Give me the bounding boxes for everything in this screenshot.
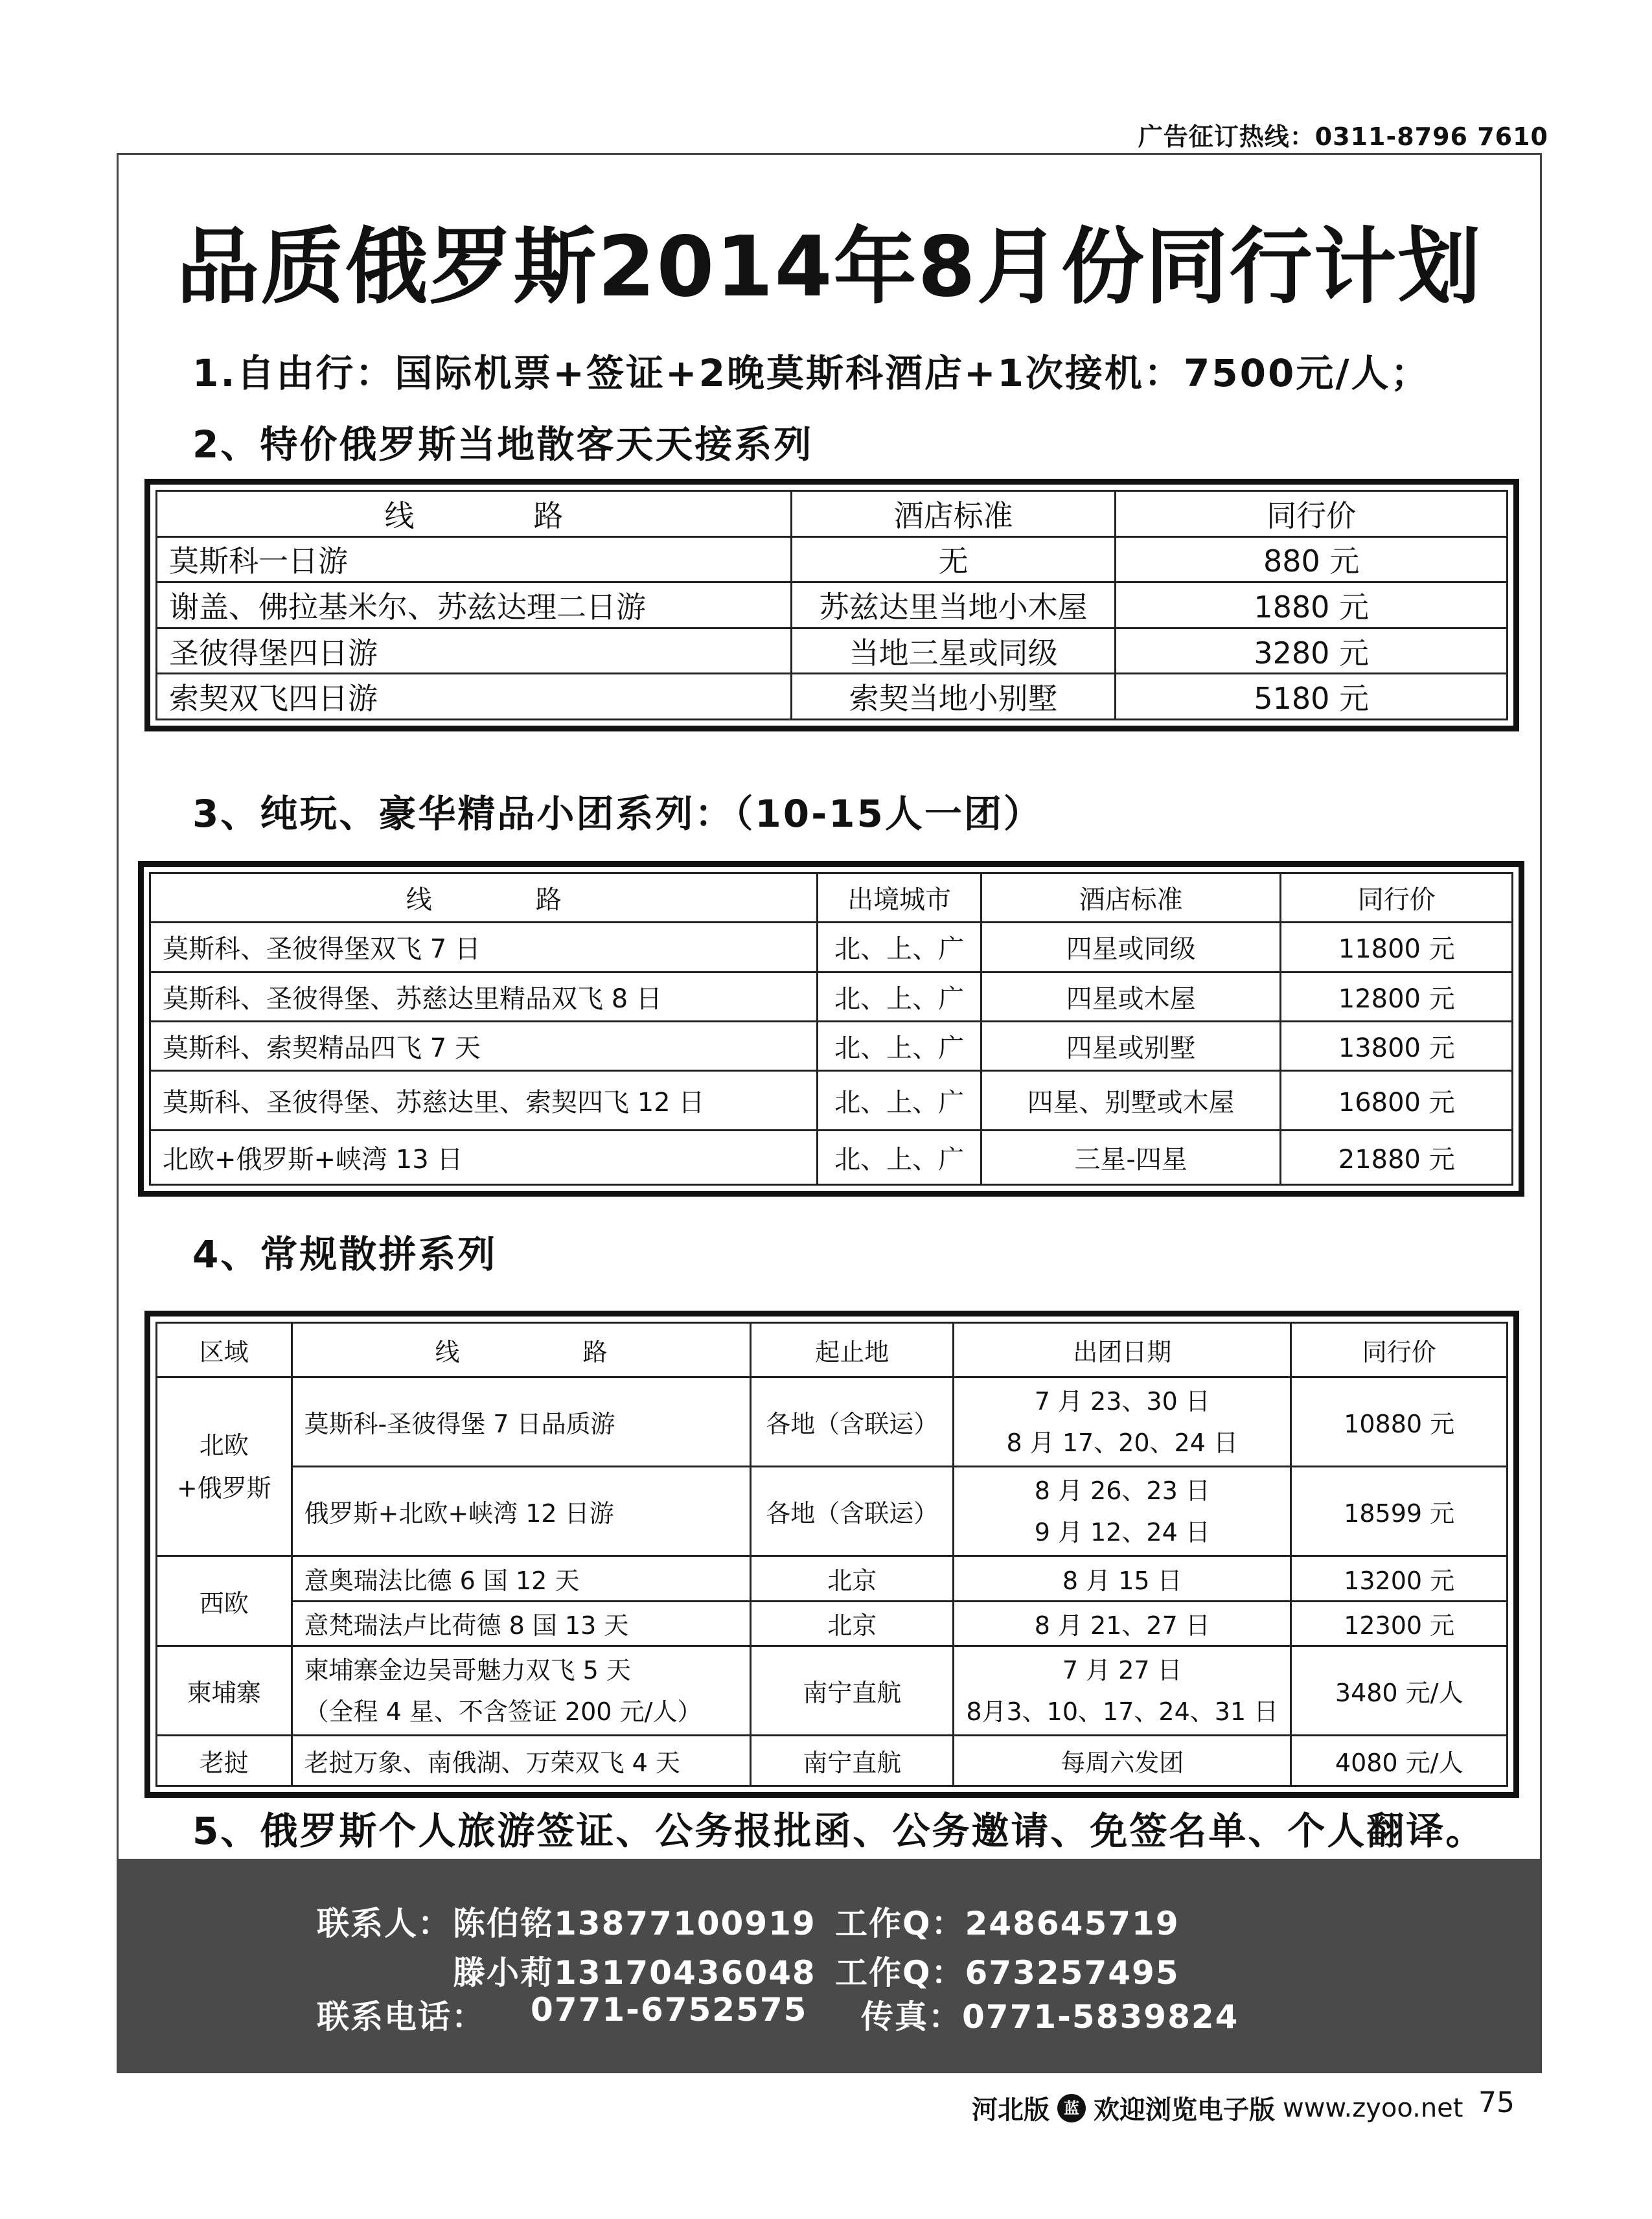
price-cell: 1880 元 (1116, 582, 1508, 628)
contact-fax: 传真：0771-5839824 (861, 1998, 1239, 2036)
table-header-row (150, 873, 1513, 923)
date-line: 8月3、10、17、24、31 日 (966, 1697, 1279, 1726)
table-row (150, 1071, 1513, 1131)
welcome-text: 欢迎浏览电子版 (1094, 2095, 1275, 2125)
table-row (157, 582, 1508, 628)
page-footer (972, 2089, 1463, 2126)
route-cell: 意梵瑞法卢比荷德 8 国 13 天 (292, 1601, 751, 1646)
header-price: 同行价 (1291, 1323, 1508, 1377)
section2-heading: 2、特价俄罗斯当地散客天天接系列 (192, 422, 814, 466)
table-row (157, 628, 1508, 674)
table-row (157, 674, 1508, 720)
header-hotel: 酒店标准 (791, 491, 1115, 537)
route-cell: 莫斯科、圣彼得堡双飞 7 日 (150, 923, 818, 972)
hotel-cell: 三星-四星 (981, 1131, 1281, 1185)
city-cell: 北、上、广 (818, 972, 981, 1021)
date-line: 9 月 12、24 日 (1034, 1517, 1210, 1546)
route-cell: 老挝万象、南俄湖、万荣双飞 4 天 (292, 1736, 751, 1786)
header-route: 线 路 (157, 491, 792, 537)
date-line: 8 月 26、23 日 (1034, 1476, 1210, 1505)
section2-table-box (144, 479, 1519, 731)
route-cell: 莫斯科-圣彼得堡 7 日品质游 (292, 1377, 751, 1467)
region-cell: 老挝 (157, 1736, 292, 1786)
free-travel-line: 1.自由行：国际机票+签证+2晚莫斯科酒店+1次接机：7500元/人； (192, 351, 1430, 395)
route-cell: 俄罗斯+北欧+峡湾 12 日游 (292, 1467, 751, 1556)
route-note: （全程 4 星、不含签证 200 元/人） (304, 1697, 702, 1726)
header-departure: 出境城市 (818, 873, 981, 923)
table-row (157, 1377, 1508, 1467)
header-route: 线 路 (292, 1323, 751, 1377)
work-qq-2: 工作Q：673257495 (835, 1954, 1180, 1992)
table-header-row (157, 491, 1508, 537)
ad-frame (117, 153, 1542, 2073)
price-cell: 12300 元 (1291, 1601, 1508, 1646)
date-cell: 每周六发团 (954, 1736, 1291, 1786)
origin-cell: 各地（含联运） (751, 1467, 954, 1556)
table-row (150, 1021, 1513, 1070)
hotel-cell: 当地三星或同级 (791, 628, 1115, 674)
hotel-cell: 索契当地小别墅 (791, 674, 1115, 720)
price-cell: 18599 元 (1291, 1467, 1508, 1556)
header-region: 区域 (157, 1323, 292, 1377)
price-cell: 21880 元 (1281, 1131, 1513, 1185)
city-cell: 北、上、广 (818, 1131, 981, 1185)
section3-table (149, 872, 1513, 1186)
price-cell: 10880 元 (1291, 1377, 1508, 1467)
route-cell: 莫斯科、圣彼得堡、苏慈达里、索契四飞 12 日 (150, 1071, 818, 1131)
section4-heading: 4、常规散拼系列 (192, 1232, 498, 1276)
date-line: 8 月 17、20、24 日 (1006, 1428, 1238, 1457)
route-cell: 莫斯科、索契精品四飞 7 天 (150, 1021, 818, 1070)
table-row (157, 1601, 1508, 1646)
section2-table (155, 490, 1508, 720)
table-header-row (157, 1323, 1508, 1377)
table-row (157, 1646, 1508, 1736)
city-cell: 北、上、广 (818, 1021, 981, 1070)
contact-person-1: 陈伯铭13877100919 (453, 1905, 816, 1942)
section4-table-box (144, 1311, 1519, 1798)
header-price: 同行价 (1116, 491, 1508, 537)
header-price: 同行价 (1281, 873, 1513, 923)
price-cell: 16800 元 (1281, 1071, 1513, 1131)
table-row (157, 1556, 1508, 1601)
price-cell: 11800 元 (1281, 923, 1513, 972)
table-row (150, 1131, 1513, 1185)
contact-phone: 0771-6752575 (531, 1991, 808, 2029)
header-date: 出团日期 (954, 1323, 1291, 1377)
site-link[interactable]: www.zyoo.net (1283, 2093, 1463, 2123)
city-cell: 北、上、广 (818, 1071, 981, 1131)
origin-cell: 各地（含联运） (751, 1377, 954, 1467)
section3-table-box (138, 861, 1524, 1197)
route-cell: 莫斯科一日游 (157, 536, 792, 582)
origin-cell: 南宁直航 (751, 1646, 954, 1736)
route-cell: 意奥瑞法比德 6 国 12 天 (292, 1556, 751, 1601)
work-qq-1: 工作Q：248645719 (835, 1905, 1180, 1942)
hotel-cell: 四星或同级 (981, 923, 1281, 972)
table-row (157, 1467, 1508, 1556)
date-line: 7 月 23、30 日 (1034, 1386, 1210, 1416)
price-cell: 13200 元 (1291, 1556, 1508, 1601)
header-origin: 起止地 (751, 1323, 954, 1377)
route-cell: 莫斯科、圣彼得堡、苏慈达里精品双飞 8 日 (150, 972, 818, 1021)
section4-table (155, 1322, 1508, 1787)
price-cell: 5180 元 (1116, 674, 1508, 720)
date-cell (954, 1646, 1291, 1736)
date-cell: 8 月 15 日 (954, 1556, 1291, 1601)
route-cell: 北欧+俄罗斯+峡湾 13 日 (150, 1131, 818, 1185)
date-cell (954, 1467, 1291, 1556)
contact-person-2: 滕小莉13170436048 (453, 1954, 816, 1992)
city-cell: 北、上、广 (818, 923, 981, 972)
table-row (157, 1736, 1508, 1786)
region-cell: 柬埔寨 (157, 1646, 292, 1736)
phone-label: 联系电话： (317, 1998, 485, 2036)
header-hotel: 酒店标准 (981, 873, 1281, 923)
contact-label: 联系人： (317, 1905, 452, 1942)
date-cell (954, 1377, 1291, 1467)
route-cell: 索契双飞四日游 (157, 674, 792, 720)
route-cell (292, 1646, 751, 1736)
section3-heading: 3、纯玩、豪华精品小团系列：（10-15人一团） (192, 792, 1043, 836)
edition-label: 河北版 (972, 2095, 1050, 2125)
date-line: 7 月 27 日 (1062, 1655, 1182, 1684)
hotel-cell: 无 (791, 536, 1115, 582)
route-cell: 圣彼得堡四日游 (157, 628, 792, 674)
price-cell: 13800 元 (1281, 1021, 1513, 1070)
date-cell: 8 月 21、27 日 (954, 1601, 1291, 1646)
circle-logo-icon: 蓝 (1057, 2094, 1086, 2122)
price-cell: 880 元 (1116, 536, 1508, 582)
hotel-cell: 苏兹达里当地小木屋 (791, 582, 1115, 628)
origin-cell: 北京 (751, 1601, 954, 1646)
header-route: 线 路 (150, 873, 818, 923)
table-row (150, 972, 1513, 1021)
hotel-cell: 四星或木屋 (981, 972, 1281, 1021)
table-row (150, 923, 1513, 972)
contact-bar (119, 1859, 1540, 2073)
origin-cell: 南宁直航 (751, 1736, 954, 1786)
page-title: 品质俄罗斯2014年8月份同行计划 (176, 219, 1482, 316)
visa-services-line: 5、俄罗斯个人旅游签证、公务报批函、公务邀请、免签名单、个人翻译。 (192, 1809, 1486, 1853)
page-number: 75 (1478, 2086, 1515, 2119)
price-cell: 3480 元/人 (1291, 1646, 1508, 1736)
origin-cell: 北京 (751, 1556, 954, 1601)
price-cell: 12800 元 (1281, 972, 1513, 1021)
price-cell: 3280 元 (1116, 628, 1508, 674)
region-cell: 西欧 (157, 1556, 292, 1646)
ad-hotline: 广告征订热线：0311-8796 7610 (1138, 122, 1548, 151)
route-cell: 谢盖、佛拉基米尔、苏兹达理二日游 (157, 582, 792, 628)
table-row (157, 536, 1508, 582)
region-cell: 北欧 +俄罗斯 (157, 1377, 292, 1556)
route-line: 柬埔寨金边吴哥魅力双飞 5 天 (304, 1655, 631, 1684)
hotel-cell: 四星或别墅 (981, 1021, 1281, 1070)
hotel-cell: 四星、别墅或木屋 (981, 1071, 1281, 1131)
price-cell: 4080 元/人 (1291, 1736, 1508, 1786)
